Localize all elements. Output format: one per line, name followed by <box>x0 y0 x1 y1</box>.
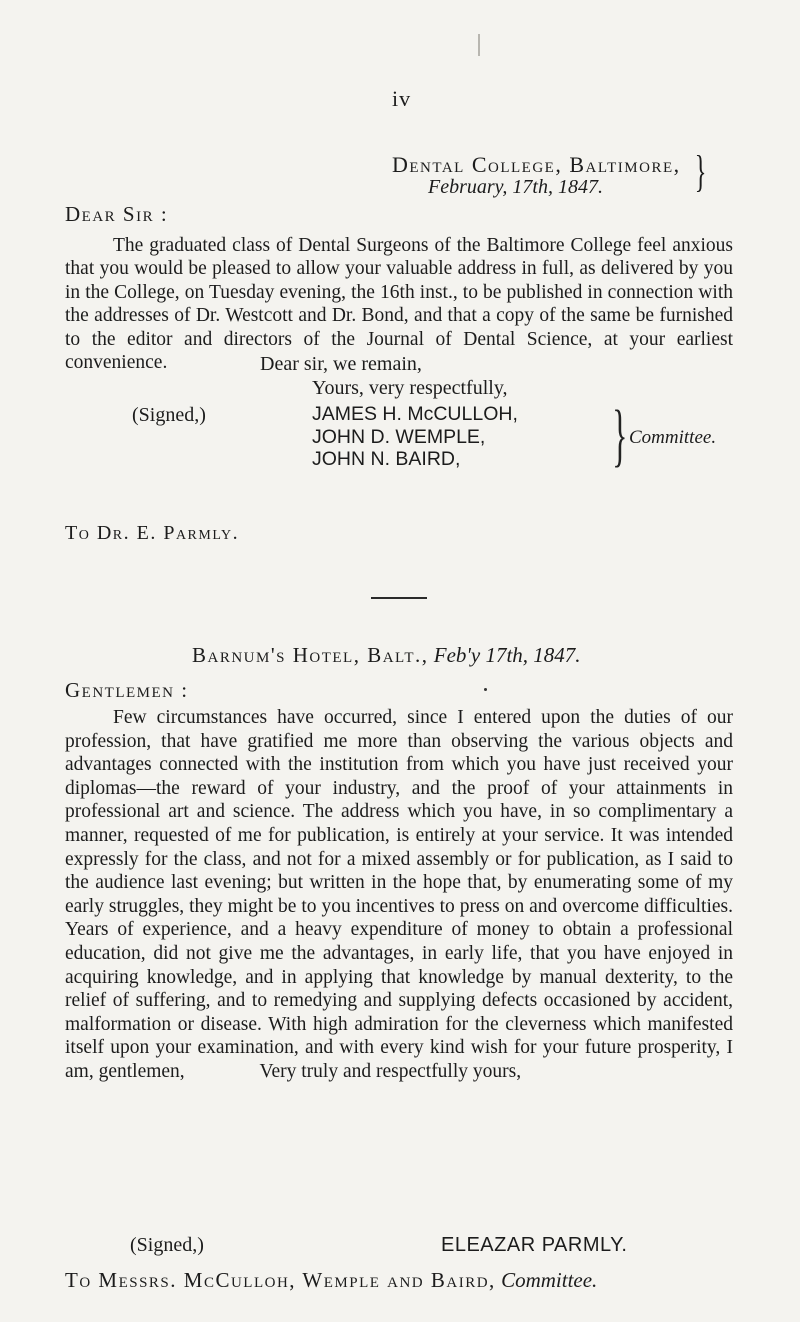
letter1-addressee: To Dr. E. Parmly. <box>65 522 240 544</box>
committee-brace: } <box>612 397 628 474</box>
letter2-header-date: Feb'y 17th, 1847. <box>433 643 581 667</box>
stray-mark <box>484 688 487 691</box>
letter2-signer: ELEAZAR PARMLY. <box>441 1234 628 1256</box>
section-divider <box>371 597 427 599</box>
letter2-salutation: Gentlemen : <box>65 678 189 702</box>
signatory-name: JOHN N. BAIRD, <box>312 448 461 470</box>
letter1-closing-line2: Yours, very respectfully, <box>312 377 508 399</box>
letter2-addressee <box>65 1268 597 1293</box>
page-mark <box>478 34 480 56</box>
letter1-header-date: February, 17th, 1847. <box>428 176 603 198</box>
signatory-name: JOHN D. WEMPLE, <box>312 425 486 448</box>
letter2-addressee-prefix: To Messrs. McCulloh, Wemple and Baird, <box>65 1268 496 1292</box>
letter2-body <box>65 706 733 1084</box>
letter2-closing: Very truly and respectfully yours, <box>259 1060 522 1082</box>
letter1-salutation: Dear Sir : <box>65 202 169 226</box>
letter1-committee-label: Committee. <box>629 427 717 448</box>
letter2-signed-label: (Signed,) <box>130 1234 204 1256</box>
letter1-body: The graduated class of Dental Surgeons of the Baltimore College feel anxious that you would be pleased to allow your valuable address in full, as delivered by you in the College, on Tuesday evening, the 16th inst., to be published in connection with the addresses of Dr. Westcott and Dr. Bond, and that a copy of the same be furnished to the editor and directors of the Journal of Dental Science, at your earliest convenience. <box>65 235 733 374</box>
page-number: iv <box>392 86 412 111</box>
header-brace: } <box>694 147 707 196</box>
letter2-header-place: Barnum's Hotel, Balt., <box>192 643 429 667</box>
letter1-signatories <box>312 403 518 471</box>
letter1-header-place: Dental College, Baltimore, <box>392 152 681 177</box>
letter2-body-text: Few circumstances have occurred, since I entered upon the duties of our profession, that have gratified me more than observing the various objects and advantages connected with the institution from which you have just received your diplomas—the reward of your industry, and the proof of your attainments in professional art and science. The address which you have, in so complimentary a manner, requested of me for publication, is entirely at your service. It was intended expressly for the class, and not for a mixed assembly or for publication, as I said to the audience last evening; but written in the hope that, by enumerating some of my early struggles, they might be to you incentives to press on and overcome difficulties. Years of experience, and a heavy expenditure of money to obtain a professional education, did not give me the advantages, in early life, that you have enjoyed in acquiring knowledge, and in applying that knowledge by manual dexterity, to the relief of suffering, and to remedying and supplying defects occasioned by accident, malformation or disease. With high admiration for the cleverness which manifested itself upon your examination, and with every kind wish for your future prosperity, I am, gentlemen, <box>65 707 733 1082</box>
letter2-addressee-suffix: Committee. <box>501 1268 598 1292</box>
letter1-signed-label: (Signed,) <box>132 404 206 426</box>
letter1-closing-line1: Dear sir, we remain, <box>260 353 422 375</box>
letter2-header <box>192 643 581 668</box>
signatory-name: JAMES H. McCULLOH, <box>312 403 518 425</box>
